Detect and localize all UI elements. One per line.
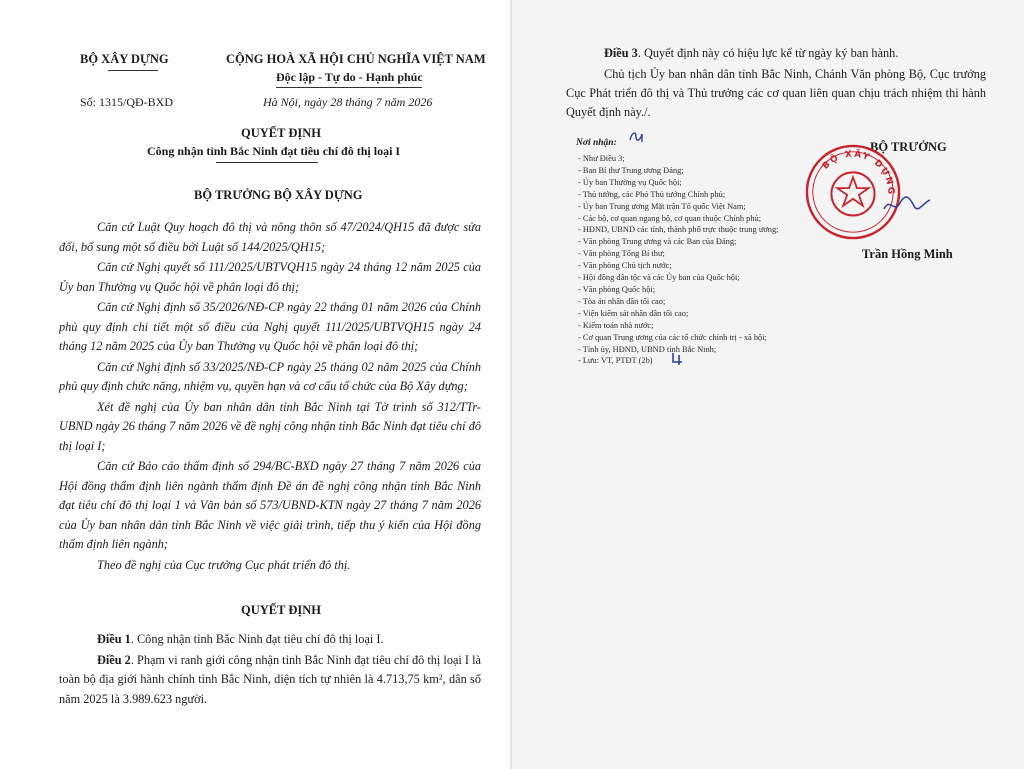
- recipient-item: - Ủy ban Thường vụ Quốc hội;: [578, 177, 682, 187]
- basis-item: Căn cứ Nghị định số 35/2026/NĐ-CP ngày 22 tháng 01 năm 2026 của Chính phủ quy định chi tiết một số điều của Nghị quyết 111/2025/UBTVQH15 ngày 24 tháng 12 năm 2025 của Ủy ban Thường vụ Quốc hội về phân loại đô thị;: [59, 300, 481, 353]
- decision-heading: QUYẾT ĐỊNH: [241, 126, 321, 140]
- handwritten-initial-icon: [670, 350, 686, 366]
- basis-item: Theo đề nghị của Cục trưởng Cục phát triển đô thị.: [97, 557, 351, 572]
- recipient-item: - Văn phòng Quốc hội;: [578, 284, 656, 294]
- article-2-text: . Phạm vi ranh giới công nhận tỉnh Bắc Ninh đạt tiêu chí đô thị loại I là toàn bộ địa giới hành chính tỉnh Bắc Ninh, diện tích tự nhiên là 4.713,75 km², dân số năm 2025 là 3.989.623 người.: [59, 652, 481, 706]
- article-2: [59, 651, 481, 710]
- republic-name: CỘNG HOÀ XÃ HỘI CHỦ NGHĨA VIỆT NAM: [226, 52, 486, 66]
- recipient-item: - Tòa án nhân dân tối cao;: [578, 296, 666, 306]
- article-3-block: [566, 44, 986, 122]
- recipient-item: - Cơ quan Trung ương của các tổ chức chính trị - xã hội;: [578, 332, 767, 342]
- decision-section-heading: QUYẾT ĐỊNH: [241, 603, 321, 617]
- basis-item: Căn cứ Báo cáo thẩm định số 294/BC-BXD ngày 27 tháng 7 năm 2026 của Hội đồng thẩm định liên ngành thẩm định Đề án đề nghị công nhận tỉnh Bắc Ninh đạt tiêu chí đô thị loại 1 và Văn bản số 573/UBND-KTN ngày 27 tháng 7 năm 2026 của Ủy ban nhân dân tỉnh Bắc Ninh về việc giải trình, tiếp thu ý kiến của Hội đồng thẩm định liên ngành;: [59, 459, 481, 551]
- article-1-text: . Công nhận tỉnh Bắc Ninh đạt tiêu chí đô thị loại I.: [130, 632, 384, 646]
- signer-name: Trần Hồng Minh: [862, 247, 953, 261]
- article-3-responsible: Chủ tịch Ủy ban nhân dân tỉnh Bắc Ninh, Chánh Văn phòng Bộ, Cục trưởng Cục Phát triển đô thị và Thủ trưởng các cơ quan liên quan chịu trách nhiệm thi hành Quyết định này./.: [566, 67, 986, 119]
- recipient-item: - Các bộ, cơ quan ngang bộ, cơ quan thuộc Chính phủ;: [578, 213, 762, 223]
- basis-item: Căn cứ Nghị quyết số 111/2025/UBTVQH15 ngày 24 tháng 12 năm 2025 của Ủy ban Thường vụ Quốc hội về phân loại đô thị;: [59, 260, 481, 294]
- recipient-item: - HĐND, UBND các tỉnh, thành phố trực thuộc trung ương;: [578, 225, 779, 235]
- recipient-item: - Hội đồng dân tộc và các Ủy ban của Quốc hội;: [578, 273, 740, 283]
- recipient-item: - Ủy ban Trung ương Mặt trận Tổ quốc Việt Nam;: [578, 201, 746, 211]
- article-2-label: Điều 2: [97, 652, 131, 667]
- legal-bases: [59, 218, 481, 575]
- recipient-item: - Văn phòng Chủ tịch nước;: [578, 261, 672, 271]
- ministry-underline: [108, 70, 158, 71]
- basis-item: Xét đề nghị của Ủy ban nhân dân tỉnh Bắc Ninh tại Tờ trình số 312/TTr-UBND ngày 26 tháng 7 năm 2026 về đề nghị công nhận tỉnh Bắc Ninh đạt tiêu chí đô thị loại I;: [59, 399, 481, 453]
- recipients-label: Nơi nhận:: [576, 138, 617, 148]
- basis-item: Căn cứ Luật Quy hoạch đô thị và nông thôn số 47/2024/QH15 đã được sửa đổi, bổ sung một số điều bởi Luật số 144/2025/QH15;: [59, 220, 481, 254]
- motto-underline: [276, 87, 422, 88]
- article-3-label: Điều 3: [604, 46, 638, 60]
- recipient-item: - Kiểm toán nhà nước;: [578, 320, 654, 330]
- decision-page-2: [512, 0, 1024, 769]
- handwritten-mark-icon: [627, 128, 649, 146]
- decision-subject: Công nhận tỉnh Bắc Ninh đạt tiêu chí đô thị loại I: [147, 144, 401, 158]
- recipients-list: [578, 153, 779, 367]
- national-motto: Độc lập - Tự do - Hạnh phúc: [276, 70, 423, 84]
- place-date: Hà Nội, ngày 28 tháng 7 năm 2026: [263, 95, 433, 109]
- recipient-item: - Văn phòng Tổng Bí thư;: [578, 249, 665, 259]
- recipient-item: - Như Điều 3;: [578, 154, 625, 163]
- signer-title: BỘ TRƯỞNG: [870, 140, 947, 154]
- decision-page-1: [0, 0, 510, 769]
- ministry-name: BỘ XÂY DỰNG: [80, 52, 169, 66]
- signature-stroke-icon: [882, 194, 932, 216]
- article-3: [566, 44, 986, 63]
- recipient-item: - Ban Bí thư Trung ương Đảng;: [578, 165, 684, 175]
- article-3-text: . Quyết định này có hiệu lực kể từ ngày ký ban hành.: [637, 46, 899, 60]
- issuing-authority: BỘ TRƯỞNG BỘ XÂY DỰNG: [194, 188, 363, 202]
- document-number: Số: 1315/QĐ-BXD: [80, 95, 174, 109]
- recipient-item: - Thủ tướng, các Phó Thủ tướng Chính phủ;: [578, 189, 726, 199]
- article-1: [59, 630, 481, 650]
- recipient-item: - Văn phòng Trung ương và các Ban của Đảng;: [578, 237, 737, 247]
- articles-block: [59, 630, 481, 709]
- official-seal-icon: [804, 143, 902, 241]
- recipient-item: - Viện kiểm sát nhân dân tối cao;: [578, 308, 689, 318]
- recipient-item: - Lưu: VT, PTĐT (2b): [578, 356, 653, 366]
- seal-text: BỘ XÂY DỰNG: [820, 149, 896, 197]
- recipient-item: - Tỉnh ủy, HĐND, UBND tỉnh Bắc Ninh;: [578, 344, 717, 354]
- article-1-label: Điều 1: [97, 632, 131, 646]
- subject-underline: [216, 162, 318, 163]
- basis-item: Căn cứ Nghị định số 33/2025/NĐ-CP ngày 25 tháng 02 năm 2025 của Chính phủ quy định chức năng, nhiệm vụ, quyền hạn và cơ cấu tổ chức của Bộ Xây dựng;: [59, 359, 481, 393]
